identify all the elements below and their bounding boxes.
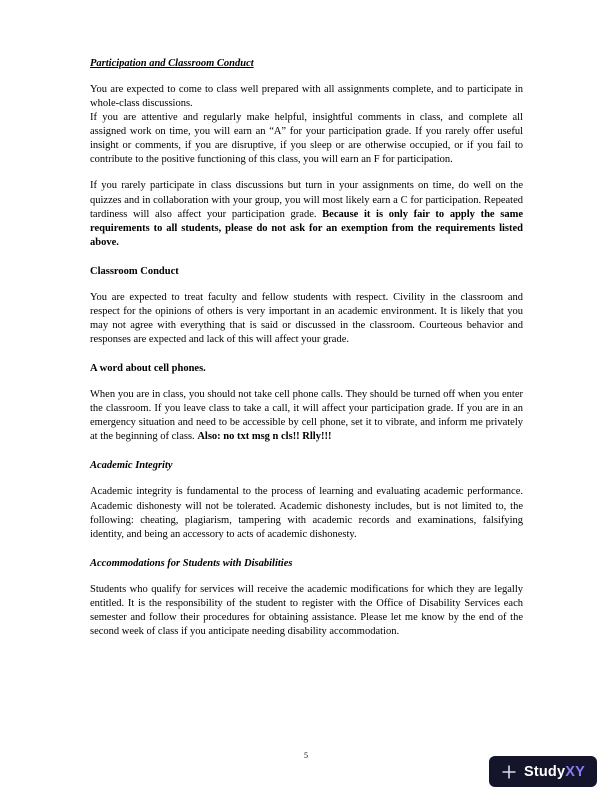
plus-icon [501,764,517,780]
paragraph [90,111,523,167]
paragraph [90,291,523,347]
section-heading: Academic Integrity [90,460,173,472]
page-number: 5 [304,751,308,760]
section-cell-phones [90,362,523,444]
paragraph [90,583,523,639]
paragraph-text: When you are in class, you should not take cell phone calls. They should be turned off when you enter the classroom. If you leave class to take a call, it will affect your participation grade. If you are in an emergency situation and need to be accessible by cell phone, set it to vibrate, and inform me privately at the beginning of class. [90,389,523,443]
section-heading: Accommodations for Students with Disabilities [90,557,293,569]
brand-name-primary: Study [523,763,566,780]
section-accommodations [90,557,523,639]
paragraph-text: Students who qualify for services will receive the academic modifications for which they are legally entitled. It is the responsibility of the student to register with the Office of Disability Services each semester and follow their procedures for obtaining assistance. Please let me know by the end of the second week of class if you anticipate needing disability accommodation. [90,583,523,637]
section-heading: Classroom Conduct [90,265,179,277]
paragraph [90,388,523,444]
section-classroom-conduct [90,265,523,347]
paragraph-text: Academic integrity is fundamental to the process of learning and evaluating academic performance. Academic dishonesty will not be tolerated. Academic dishonesty includes, but is not limited to, the following: cheating, plagiarism, tampering with academic records and examinations, falsifying identity, and being an accessory to acts of academic dishonesty. [90,486,523,540]
paragraph-bold-text: Because it is only fair to apply the same requirements to all students, please do not ask for an exemption from the requirements listed above. [90,208,523,248]
section-academic-integrity [90,459,523,541]
section-participation [90,57,523,250]
section-heading: A word about cell phones. [90,363,206,375]
paragraph-text: You are expected to come to class well prepared with all assignments complete, and to participate in whole-class discussions. [90,84,523,110]
paragraph [90,179,523,249]
brand-name [524,764,585,780]
page-content [90,57,523,651]
paragraph-text: You are expected to treat faculty and fellow students with respect. Civility in the classroom and respect for the opinions of others is very important in an academic environment. It is likely that you may not agree with everything that is said or discussed in the classroom. Courteous behavior and responses are expected and lack of this will affect your grade. [90,291,523,345]
paragraph-text: If you rarely participate in class discussions but turn in your assignments on time, do well on the quizzes and in collaboration with your group, you will most likely earn a C for participation. Repeated tardiness will also affect your participation grade. [90,180,523,220]
paragraph-bold-text: Also: no txt msg n cls!! Rlly!!! [197,431,332,443]
brand-name-accent: XY [565,763,585,780]
paragraph [90,485,523,541]
section-heading: Participation and Classroom Conduct [90,58,254,69]
paragraph [90,83,523,111]
paragraph-text: If you are attentive and regularly make helpful, insightful comments in class, and complete all assigned work on time, you will earn an “A” for your participation grade. If you rarely offer useful insight or comments, if you are disruptive, if you sleep or are otherwise occupied, or if you fail to contribute to the positive functioning of this class, you will earn an F for participation. [90,112,523,166]
studyxy-badge [489,756,597,787]
